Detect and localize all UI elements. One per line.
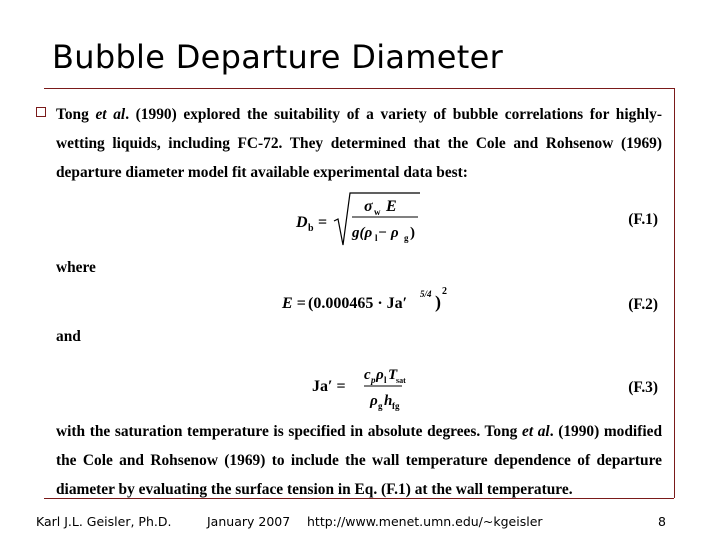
equation-f1-svg xyxy=(56,187,662,251)
eq1-equals: = xyxy=(318,214,328,231)
eq3-num-sub2: l xyxy=(384,375,387,385)
equation-f2 xyxy=(56,282,662,322)
eq1-num-E: E xyxy=(386,198,397,215)
intro-text-2: . (1990) explored the suitability of a variety of bubble correlations for highly-wetting liquids, including FC-72. They determined that the Cole and Rohsenow (1969) departure diameter model fit available experimental data best: xyxy=(56,106,662,181)
title-divider xyxy=(44,88,674,89)
eq1-den-1: g(ρ xyxy=(352,225,373,241)
eq1-lhs: D xyxy=(296,214,308,231)
eq3-num-T: T xyxy=(388,367,398,383)
intro-text-1: Tong xyxy=(56,106,96,123)
eq2-sup2: 2 xyxy=(442,286,447,297)
closing-text-2: . (1990) modified the Cole and Rohsenow (1969) to include the wall temperature dependence of departure diameter by evaluating the surface tension in Eq. (F.1) at the wall temperature. xyxy=(56,423,663,498)
eq3-num-rho: ρ xyxy=(376,367,384,383)
footer-url: http://www.menet.umn.edu/~kgeisler xyxy=(307,514,543,529)
slide-body xyxy=(56,100,662,504)
slide-title: Bubble Departure Diameter xyxy=(52,38,504,76)
eq3-num-sub3: sat xyxy=(396,376,406,385)
equation-f1 xyxy=(56,187,662,251)
eq3-den-rho: ρ xyxy=(370,393,378,409)
closing-text-1: with the saturation temperature is specified in absolute degrees. Tong xyxy=(56,423,522,440)
intro-etal: et al xyxy=(95,106,126,123)
right-border xyxy=(674,88,675,498)
and-label: and xyxy=(56,328,81,345)
eq3-den-sub2: fg xyxy=(392,401,400,411)
eq1-den-sub1: l xyxy=(375,233,378,243)
eq1-den-3: ) xyxy=(410,225,415,241)
eq2-close: ) xyxy=(435,292,441,312)
equation-f2-svg xyxy=(56,282,662,322)
footer-date: January 2007 xyxy=(207,514,291,529)
eq2-lhs xyxy=(281,295,306,312)
footer-page-number: 8 xyxy=(658,514,666,529)
eq2-label: (F.2) xyxy=(628,296,658,313)
eq2-lhs-text: E = xyxy=(282,295,306,312)
eq2-sup1: 5/4 xyxy=(420,289,432,299)
closing-paragraph xyxy=(56,417,662,504)
footer-author: Karl J.L. Geisler, Ph.D. xyxy=(36,514,172,529)
eq1-num-sigma: σ xyxy=(364,198,373,215)
eq3-label: (F.3) xyxy=(628,379,658,396)
eq3-lhs: Ja′ = xyxy=(312,378,346,395)
intro-paragraph xyxy=(56,100,662,187)
equation-f3-svg xyxy=(56,351,662,417)
eq1-label: (F.1) xyxy=(628,211,658,228)
closing-etal: et al xyxy=(522,423,550,440)
eq3-den-sub1: g xyxy=(378,401,383,411)
eq1-den-2: − ρ xyxy=(378,225,399,241)
eq2-body: (0.000465 · Ja′ xyxy=(308,295,408,312)
eq3-num-sub1: p xyxy=(371,375,376,385)
eq1-den-sub2: g xyxy=(404,233,409,243)
eq1-num-sub: w xyxy=(374,207,381,217)
equation-f3 xyxy=(56,351,662,417)
where-label: where xyxy=(56,259,96,276)
bullet-square-icon xyxy=(36,107,46,117)
eq3-num-c: c xyxy=(364,367,371,383)
eq1-lhs-sub: b xyxy=(308,223,314,234)
eq3-den-h: h xyxy=(384,393,393,409)
